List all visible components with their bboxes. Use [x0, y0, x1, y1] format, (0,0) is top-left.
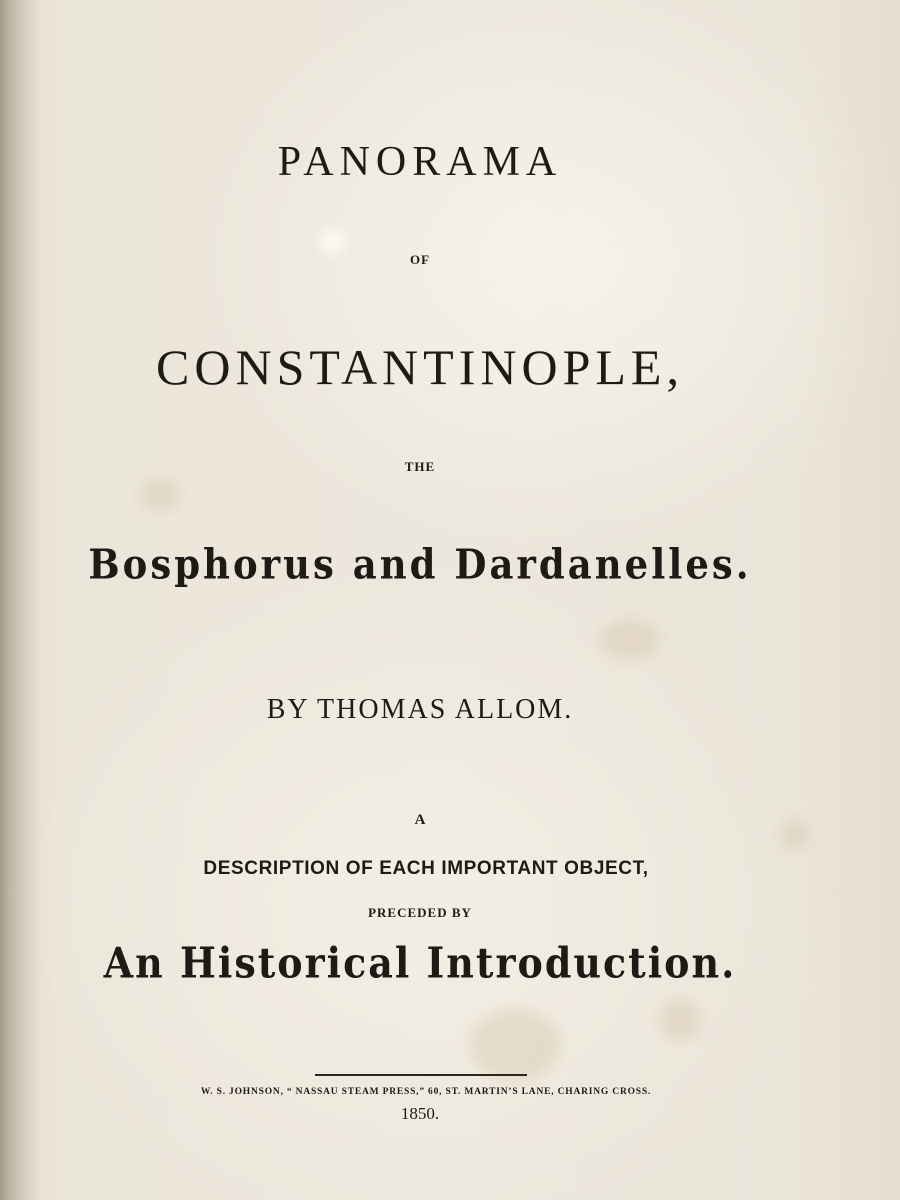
article-a: A: [414, 812, 426, 828]
horizontal-rule: [315, 1074, 527, 1076]
foxing-stain: [140, 480, 180, 510]
author-line: BY THOMAS ALLOM.: [266, 694, 574, 725]
description-line: DESCRIPTION OF EACH IMPORTANT OBJECT,: [203, 858, 649, 879]
foxing-stain: [320, 228, 346, 254]
title-line-constantinople: CONSTANTINOPLE,: [156, 339, 684, 395]
preceded-by-line: PRECEDED BY: [368, 905, 472, 920]
publication-year: 1850.: [400, 1104, 440, 1123]
foxing-stain: [660, 1000, 700, 1040]
connector-of: OF: [409, 252, 431, 267]
foxing-stain: [470, 1010, 560, 1080]
title-line-panorama: PANORAMA: [277, 139, 563, 185]
printer-imprint: W. S. JOHNSON, “ NASSAU STEAM PRESS,” 60, ST. MARTIN’S LANE, CHARING CROSS.: [200, 1087, 652, 1097]
foxing-stain: [600, 620, 660, 660]
subtitle-blackletter: Bosphorus and Dardanelles.: [88, 539, 752, 589]
connector-the: THE: [404, 459, 436, 474]
introduction-blackletter: An Historical Introduction.: [103, 937, 737, 988]
